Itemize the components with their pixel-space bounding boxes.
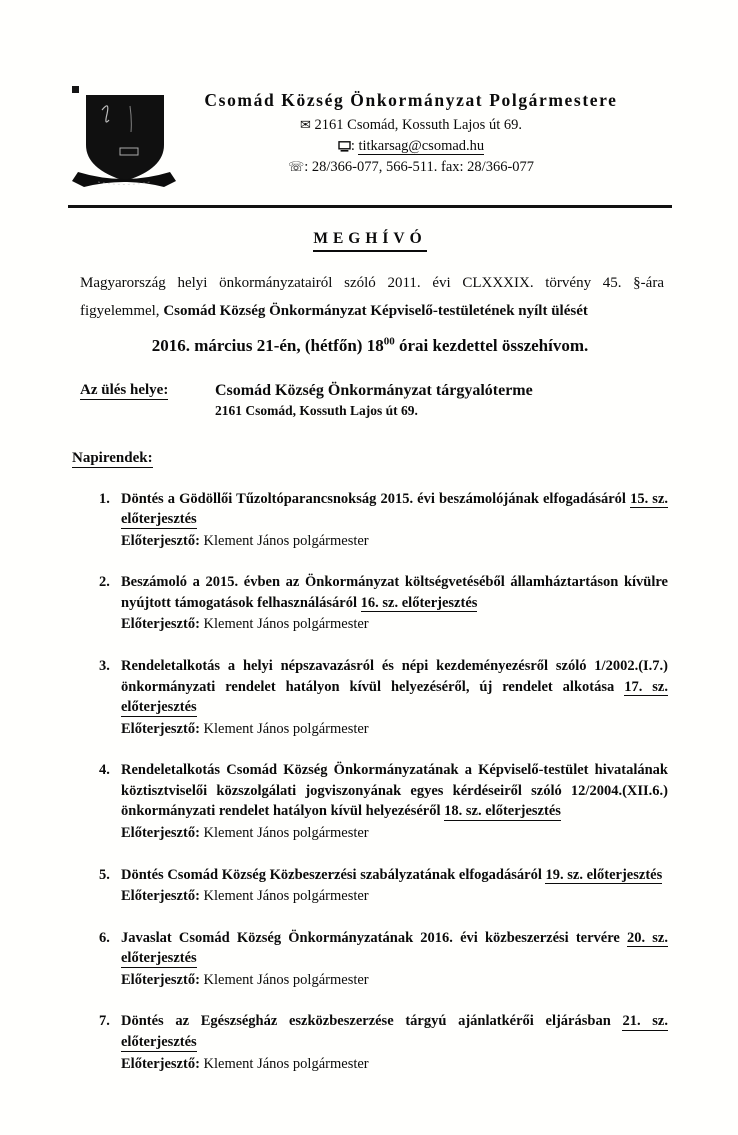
location-label: Az ülés helye: (80, 381, 169, 398)
agenda-item-2 (99, 572, 668, 635)
agenda-item-number: 5. (99, 866, 110, 883)
agenda-item-title: Döntés az Egészségház eszközbeszerzése tárgyú ajánlatkérői eljárásban (121, 1013, 611, 1030)
agenda-item-ref: 19. sz. előterjesztés (545, 866, 663, 883)
presenter-name: Klement János polgármester (203, 825, 369, 842)
meeting-location (80, 382, 668, 419)
presenter-label: Előterjesztő: (121, 1055, 200, 1072)
presenter-name: Klement János polgármester (203, 532, 369, 549)
presenter-name: Klement János polgármester (203, 888, 369, 905)
agenda-item-3 (99, 656, 668, 739)
agenda-item-number: 1. (99, 490, 110, 507)
computer-icon (338, 139, 351, 154)
agenda-item-5 (99, 865, 668, 907)
agenda-item-title: Döntés a Gödöllői Tűzoltóparancsnokság 2015. évi beszámolójának elfogadásáról (121, 490, 626, 507)
agenda-item-title: Rendeletalkotás a helyi népszavazásról és népi kezdeményezésről szóló 1/2002.(I.7.) önkormányzati rendelet hatályon kívül helyezéséről, új rendelet alkotása (121, 657, 668, 695)
presenter-label: Előterjesztő: (121, 720, 200, 737)
phone-separator: : (304, 159, 309, 176)
agenda-list (72, 489, 668, 1075)
presenter-name: Klement János polgármester (203, 1055, 369, 1072)
intro-text: Magyarország helyi önkormányzatairól szóló 2011. évi CLXXXIX. törvény 45. §-ára figyelemmel, (80, 275, 664, 319)
presenter-name: Klement János polgármester (203, 971, 369, 988)
postal-address-line (184, 115, 638, 136)
presenter-name: Klement János polgármester (203, 720, 369, 737)
document-title: MEGHÍVÓ (313, 230, 426, 252)
agenda-item-title: Beszámoló a 2015. évben az Önkormányzat költségvetéséből államháztartáson kívülre nyújtott támogatások felhasználásáról (121, 574, 668, 611)
agenda-item-6 (99, 928, 668, 991)
presenter-label: Előterjesztő: (121, 532, 200, 549)
agenda-item-ref: 21. sz. előterjesztés (121, 1013, 668, 1051)
coat-of-arms-icon (72, 86, 184, 195)
org-title: Csomád Község Önkormányzat Polgármestere (204, 90, 618, 110)
agenda-item-number: 4. (99, 762, 110, 779)
presenter-label: Előterjesztő: (121, 888, 200, 905)
agenda-item-number: 7. (99, 1013, 110, 1030)
agenda-item-7 (99, 1011, 668, 1074)
agenda-item-ref: 16. sz. előterjesztés (360, 594, 478, 611)
email-separator: : (350, 138, 355, 155)
agenda-item-number: 6. (99, 929, 110, 946)
letterhead-divider (68, 205, 672, 208)
phone-line (184, 157, 638, 178)
meeting-datetime (72, 336, 668, 356)
intro-bold-text: Csomád Község Önkormányzat Képviselő-testületének nyílt ülését (163, 302, 588, 319)
meeting-time-superscript: 00 (383, 334, 395, 347)
meeting-date-suffix: órai kezdettel összehívom. (398, 335, 589, 355)
agenda-item-1 (99, 489, 668, 552)
agenda-item-ref: 15. sz. előterjesztés (121, 490, 669, 528)
email-line (184, 136, 638, 157)
agenda-heading: Napirendek: (72, 449, 153, 466)
agenda-item-ref: 17. sz. előterjesztés (121, 678, 668, 716)
phone-numbers: 28/366-077, 566-511. fax: 28/366-077 (311, 159, 535, 176)
presenter-label: Előterjesztő: (121, 971, 200, 988)
agenda-item-title: Döntés Csomád Község Közbeszerzési szabályzatának elfogadásáról (121, 866, 542, 883)
venue-address: 2161 Csomád, Kossuth Lajos út 69. (215, 402, 418, 418)
presenter-label: Előterjesztő: (121, 616, 200, 633)
postal-address: 2161 Csomád, Kossuth Lajos út 69. (314, 117, 522, 133)
presenter-name: Klement János polgármester (203, 616, 369, 633)
agenda-item-number: 3. (99, 657, 110, 674)
agenda-item-title: Rendeletalkotás Csomád Község Önkormányzatának a Képviselő-testület hivatalának köztisztviselői közszolgálati jogviszonyának egyes kérdéseiről szóló 12/2004.(XII.6.) önkormányzati rendelet hatályon kívül helyezéséről (121, 762, 668, 820)
presenter-label: Előterjesztő: (121, 825, 200, 842)
agenda-item-title: Javaslat Csomád Község Önkormányzatának 2016. évi közbeszerzési tervére (121, 929, 620, 946)
venue-name: Csomád Község Önkormányzat tárgyalóterme (215, 381, 533, 399)
intro-paragraph (80, 270, 664, 326)
agenda-item-ref: 18. sz. előterjesztés (444, 803, 561, 820)
envelope-icon: ✉ (300, 118, 311, 133)
location-value (215, 382, 533, 419)
email-link[interactable]: titkarsag@csomad.hu (358, 138, 485, 155)
phone-icon: ☏ (287, 160, 305, 176)
agenda-item-4 (99, 760, 668, 843)
meeting-date: 2016. március 21-én, (hétfőn) 18 (151, 335, 384, 355)
agenda-item-ref: 20. sz. előterjesztés (121, 929, 668, 967)
letterhead (72, 84, 668, 195)
agenda-item-number: 2. (99, 574, 110, 591)
letterhead-text (184, 84, 668, 178)
